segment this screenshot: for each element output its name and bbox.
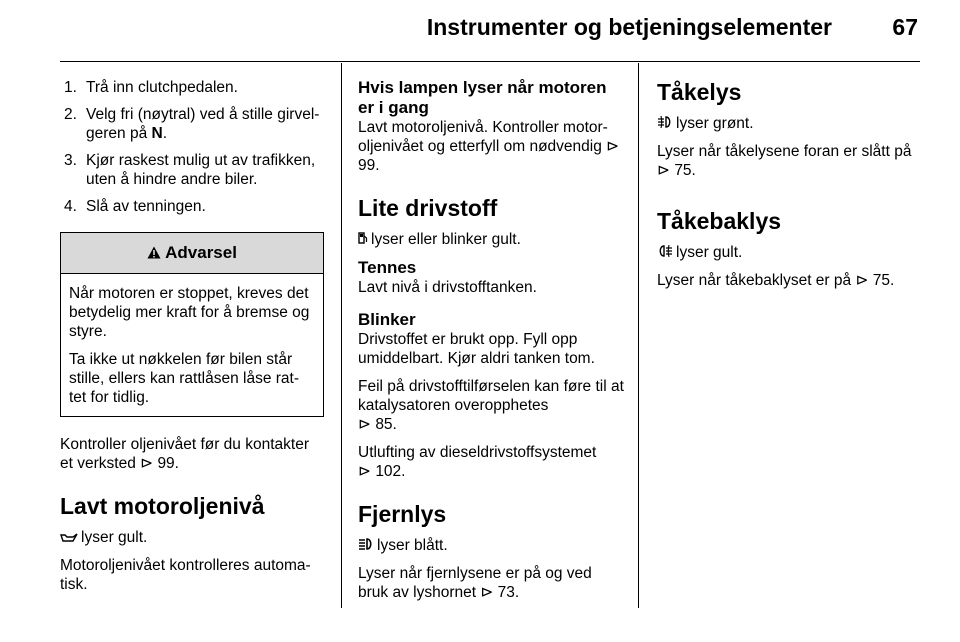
utlufting-text: Utlufting av dieseldrivstoffsystemet ⊳ 102. bbox=[358, 444, 597, 480]
list-item: 4. Slå av tenningen. bbox=[64, 198, 206, 215]
page-header-title: Instrumenter og betjeningselementer bbox=[426, 14, 832, 40]
warning-title: Advarsel bbox=[165, 243, 237, 262]
takelys-indicator-text: lyser grønt. bbox=[657, 114, 925, 133]
rear-fog-light-icon bbox=[657, 243, 673, 262]
header-rule bbox=[60, 61, 920, 62]
subheading-blinker: Blinker bbox=[358, 310, 416, 329]
column-3 bbox=[657, 78, 925, 299]
warning-header bbox=[61, 233, 323, 274]
fjernlys-text: Lyser når fjernlysene er på og ved bruk av lyshornet ⊳ 73. bbox=[358, 565, 592, 601]
fuel-indicator-text: lyser eller blinker gult. bbox=[358, 230, 624, 249]
section-heading-takebaklys: Tåkebaklys bbox=[657, 208, 782, 234]
list-item: 2. Velg fri (nøytral) ved å stille girvel-geren på N. bbox=[64, 106, 320, 142]
high-beam-icon bbox=[358, 536, 374, 555]
list-item: 3. Kjør raskest mulig ut av trafikken, uten å hindre andre biler. bbox=[64, 152, 316, 188]
feil-text: Feil på drivstofftilførselen kan føre til at katalysatoren overopphetes ⊳ 85. bbox=[358, 378, 624, 433]
ref-arrow-icon: ⊳ bbox=[358, 416, 371, 433]
column-divider-1 bbox=[341, 63, 342, 608]
fjernlys-indicator-text: lyser blått. bbox=[358, 536, 624, 555]
column-2 bbox=[358, 78, 624, 611]
blinker-text: Drivstoffet er brukt opp. Fyll opp umiddelbart. Kjør aldri tanken tom. bbox=[358, 331, 595, 367]
column-1 bbox=[60, 78, 324, 603]
ref-arrow-icon: ⊳ bbox=[855, 272, 869, 289]
ref-arrow-icon: ⊳ bbox=[358, 463, 371, 480]
takebak-text: Lyser når tåkebaklyset er på ⊳ 75. bbox=[657, 272, 895, 289]
check-oil-text: Kontroller oljenivået før du kontakter et verksted ⊳ 99. bbox=[60, 436, 309, 472]
section-heading-fuel: Lite drivstoff bbox=[358, 195, 498, 221]
oil-can-icon bbox=[60, 528, 78, 547]
section-heading-takelys: Tåkelys bbox=[657, 79, 742, 105]
takebak-indicator-text: lyser gult. bbox=[657, 243, 925, 262]
warning-box bbox=[60, 232, 324, 417]
ref-arrow-icon: ⊳ bbox=[480, 584, 494, 601]
warning-text-1: Når motoren er stoppet, kreves det betydelig mer kraft for å bremse og styre. bbox=[69, 285, 310, 340]
subheading-tennes: Tennes bbox=[358, 258, 417, 277]
ref-arrow-icon: ⊳ bbox=[140, 455, 154, 472]
oil-body-text: Motoroljenivået kontrolleres automa-tisk. bbox=[60, 557, 311, 593]
oil-indicator-text: lyser gult. bbox=[60, 528, 324, 547]
section-heading-motor: Hvis lampen lyser når motoren er i gang bbox=[358, 78, 607, 117]
ref-arrow-icon: ⊳ bbox=[606, 138, 620, 155]
section-heading-fjernlys: Fjernlys bbox=[358, 501, 447, 527]
section-heading-oil: Lavt motoroljenivå bbox=[60, 493, 265, 519]
warning-triangle-icon bbox=[147, 243, 165, 262]
ref-arrow-icon: ⊳ bbox=[657, 162, 670, 179]
steps-list bbox=[60, 78, 324, 216]
column-divider-2 bbox=[638, 63, 639, 608]
list-item: 1. Trå inn clutchpedalen. bbox=[64, 79, 238, 96]
fuel-pump-icon bbox=[358, 230, 368, 249]
takelys-text: Lyser når tåkelysene foran er slått på ⊳ 75. bbox=[657, 143, 912, 179]
warning-text-2: Ta ikke ut nøkkelen før bilen står stille, ellers kan rattlåsen låse rat-tet for tidlig. bbox=[69, 351, 300, 406]
page-number: 67 bbox=[892, 14, 918, 40]
front-fog-light-icon bbox=[657, 114, 673, 133]
motor-text: Lavt motoroljenivå. Kontroller motor-oljenivået og etterfyll om nødvendig ⊳ 99. bbox=[358, 119, 620, 174]
tennes-text: Lavt nivå i drivstofftanken. bbox=[358, 279, 537, 296]
